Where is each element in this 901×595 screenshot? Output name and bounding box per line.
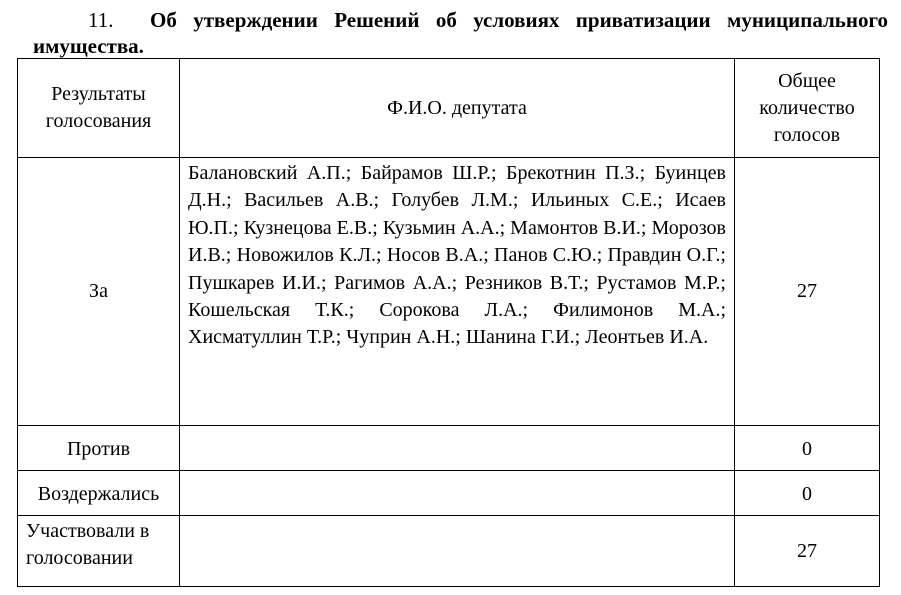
table-header-row xyxy=(18,59,880,158)
header-total: Общее количество голосов xyxy=(735,59,880,158)
voting-results-table xyxy=(17,58,880,587)
row-label-against: Против xyxy=(18,426,180,471)
section-title: Об утверждении Решений об условиях приватизации муниципального имущества. xyxy=(33,8,888,58)
header-results: Результаты голосования xyxy=(18,59,180,158)
row-names-participated xyxy=(180,516,735,587)
row-count-for: 27 xyxy=(735,158,880,426)
row-names-for: Балановский А.П.; Байрамов Ш.Р.; Брекотнин П.З.; Буинцев Д.Н.; Васильев А.В.; Голубев Л.М.; Ильиных С.Е.; Исаев Ю.П.; Кузнецова Е.В.; Кузьмин А.А.; Мамонтов В.И.; Морозов И.В.; Новожилов К.Л.; Носов В.А.; Панов С.Ю.; Правдин О.Г.; Пушкарев И.И.; Рагимов А.А.; Резников В.Т.; Рустамов М.Р.; Кошельская Т.К.; Сорокова Л.А.; Филимонов М.А.; Хисматуллин Т.Р.; Чуприн А.Н.; Шанина Г.И.; Леонтьев И.А. xyxy=(180,158,735,426)
row-count-participated: 27 xyxy=(735,516,880,587)
section-heading xyxy=(33,7,888,59)
header-names: Ф.И.О. депутата xyxy=(180,59,735,158)
row-names-abstained xyxy=(180,471,735,516)
section-number: 11. xyxy=(88,8,114,32)
table-row xyxy=(18,516,880,587)
row-label-participated: Участвовали в голосовании xyxy=(18,516,180,587)
row-names-against xyxy=(180,426,735,471)
table-row xyxy=(18,158,880,426)
row-label-for: За xyxy=(18,158,180,426)
row-count-against: 0 xyxy=(735,426,880,471)
row-count-abstained: 0 xyxy=(735,471,880,516)
table-row xyxy=(18,471,880,516)
table-row xyxy=(18,426,880,471)
row-label-abstained: Воздержались xyxy=(18,471,180,516)
